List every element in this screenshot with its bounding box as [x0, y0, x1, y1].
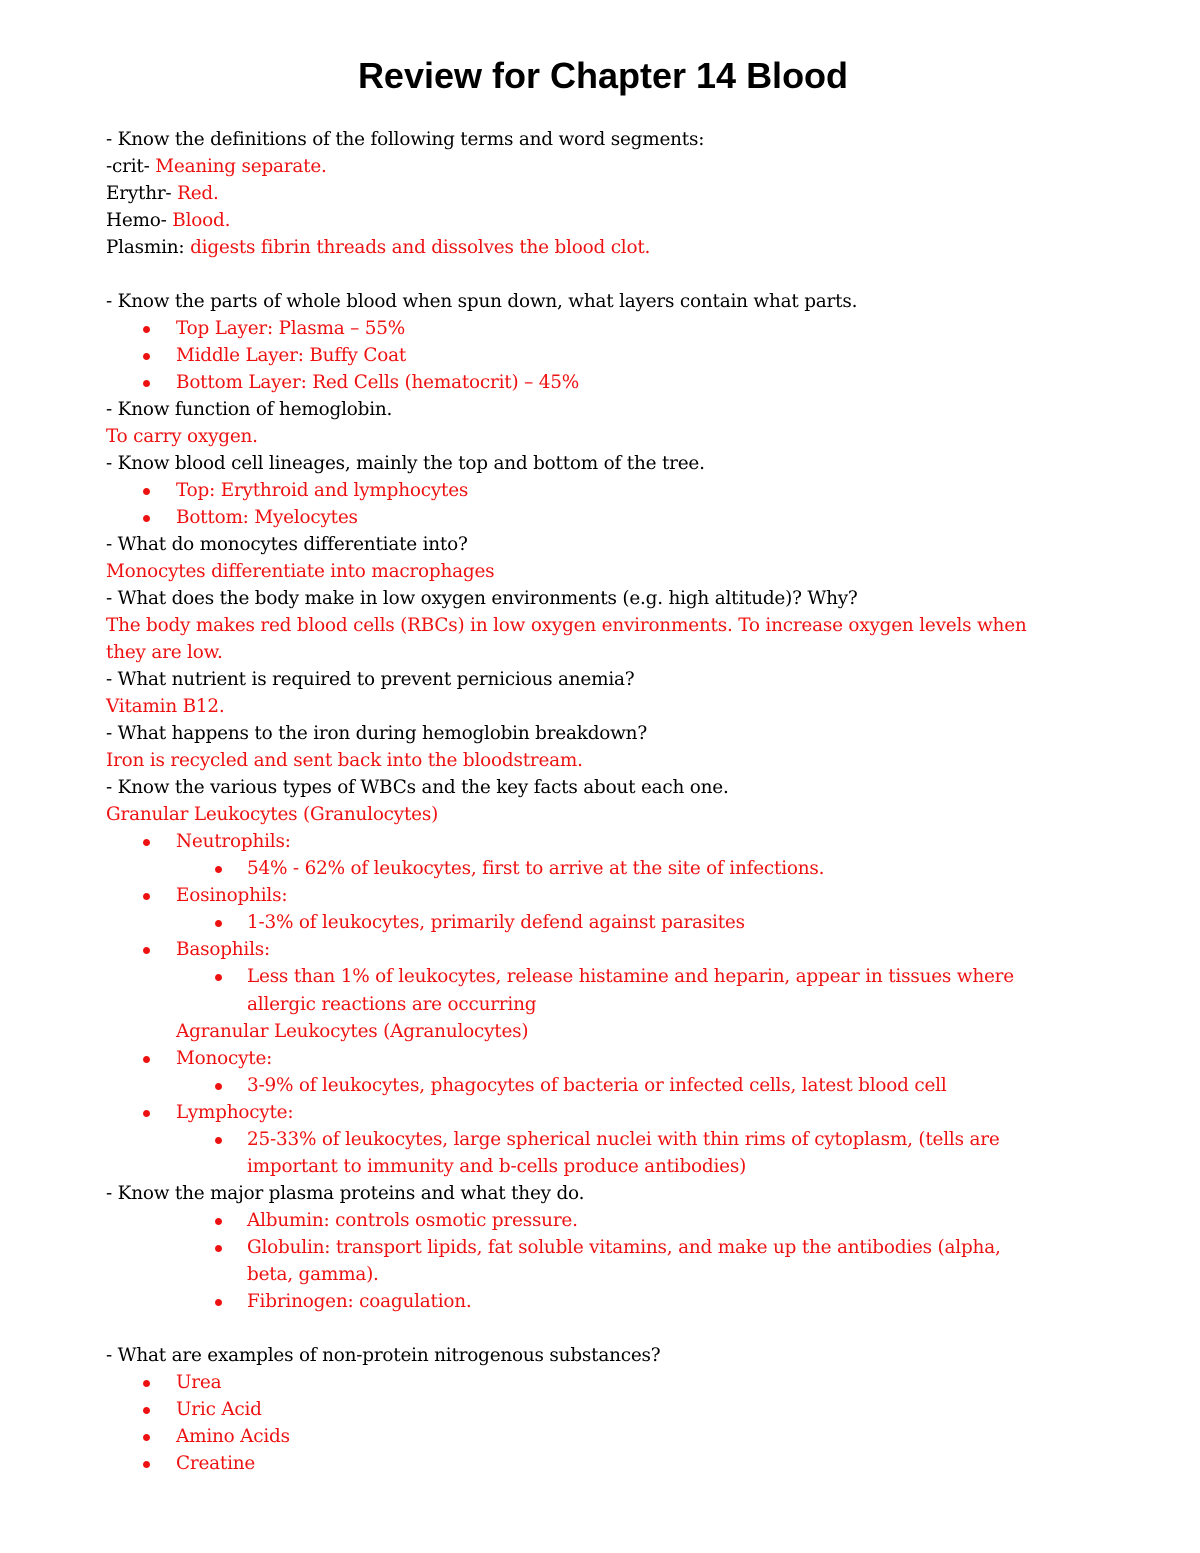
list-item: Urea [106, 1369, 1146, 1396]
sub-list-item: 25-33% of leukocytes, large spherical nuclei with thin rims of cytoplasm, (tells are [106, 1126, 1146, 1153]
question-anemia: - What nutrient is required to prevent pernicious anemia? [106, 669, 635, 691]
question-monocytes: - What do monocytes differentiate into? [106, 534, 468, 556]
term-label: Hemo- [106, 210, 173, 232]
term-definition: Red. [177, 183, 219, 205]
question-lineages: - Know blood cell lineages, mainly the top and bottom of the tree. [106, 453, 705, 475]
document-body [106, 126, 1146, 1477]
term-erythr [106, 180, 1146, 207]
granular-heading: Granular Leukocytes (Granulocytes) [106, 804, 439, 826]
bullet-icon [143, 1407, 150, 1414]
list-item: Top Layer: Plasma – 55% [106, 315, 1146, 342]
bullet-icon [143, 380, 150, 387]
list-item: Neutrophils: [106, 828, 1146, 855]
bullet-icon [215, 866, 222, 873]
question-iron: - What happens to the iron during hemoglobin breakdown? [106, 723, 647, 745]
bullet-icon [143, 1434, 150, 1441]
term-label: Plasmin: [106, 237, 191, 259]
term-plasmin [106, 234, 1146, 261]
term-hemo [106, 207, 1146, 234]
term-definition: digests fibrin threads and dissolves the blood clot. [190, 237, 651, 259]
bullet-icon [143, 488, 150, 495]
bullet-icon [215, 920, 222, 927]
bullet-icon [143, 515, 150, 522]
answer-hemoglobin: To carry oxygen. [106, 426, 258, 448]
term-crit [106, 153, 1146, 180]
bullet-icon [143, 893, 150, 900]
blank-line [106, 1315, 1146, 1342]
term-label: Erythr- [106, 183, 178, 205]
term-label: -crit- [106, 156, 156, 178]
bullet-icon [215, 1083, 222, 1090]
list-item: Bottom: Myelocytes [106, 504, 1146, 531]
question-plasma-proteins: - Know the major plasma proteins and what they do. [106, 1182, 585, 1204]
bullet-icon [143, 947, 150, 954]
bullet-icon [143, 1110, 150, 1117]
question-hemoglobin: - Know function of hemoglobin. [106, 399, 393, 421]
sub-list-item: Albumin: controls osmotic pressure. [106, 1207, 1146, 1234]
bullet-icon [215, 1245, 222, 1252]
sub-list-item: Less than 1% of leukocytes, release histamine and heparin, appear in tissues where [106, 963, 1146, 990]
list-item: Creatine [106, 1450, 1146, 1477]
sub-list-item-cont: important to immunity and b-cells produce antibodies) [247, 1155, 747, 1177]
term-definition: Blood. [172, 210, 231, 232]
list-item: Eosinophils: [106, 882, 1146, 909]
answer-iron: Iron is recycled and sent back into the bloodstream. [106, 750, 583, 772]
bullet-icon [143, 1461, 150, 1468]
list-item: Basophils: [106, 936, 1146, 963]
bullet-icon [143, 326, 150, 333]
bullet-icon [215, 1137, 222, 1144]
answer-monocytes: Monocytes differentiate into macrophages [106, 561, 495, 583]
sub-list-item: 54% - 62% of leukocytes, first to arrive at the site of infections. [106, 855, 1146, 882]
sub-list-item: Globulin: transport lipids, fat soluble vitamins, and make up the antibodies (alpha, [106, 1234, 1146, 1261]
list-item: Amino Acids [106, 1423, 1146, 1450]
bullet-icon [143, 1380, 150, 1387]
sub-list-item-cont: beta, gamma). [247, 1263, 379, 1285]
question-wbc: - Know the various types of WBCs and the key facts about each one. [106, 777, 729, 799]
question-blood-parts: - Know the parts of whole blood when spun down, what layers contain what parts. [106, 291, 858, 313]
bullet-icon [215, 1299, 222, 1306]
question-definitions: - Know the definitions of the following terms and word segments: [106, 129, 705, 150]
list-item: Uric Acid [106, 1396, 1146, 1423]
sub-list-item: Fibrinogen: coagulation. [106, 1288, 1146, 1315]
bullet-icon [143, 353, 150, 360]
list-item: Top: Erythroid and lymphocytes [106, 477, 1146, 504]
question-nitrogenous: - What are examples of non-protein nitrogenous substances? [106, 1344, 661, 1366]
answer-anemia: Vitamin B12. [106, 696, 225, 718]
bullet-icon [143, 1056, 150, 1063]
answer-low-oxygen-cont: they are low. [106, 642, 223, 664]
sub-list-item: 3-9% of leukocytes, phagocytes of bacteria or infected cells, latest blood cell [106, 1072, 1146, 1099]
list-item: Bottom Layer: Red Cells (hematocrit) – 45% [106, 369, 1146, 396]
list-item: Monocyte: [106, 1045, 1146, 1072]
list-item: Middle Layer: Buffy Coat [106, 342, 1146, 369]
answer-low-oxygen: The body makes red blood cells (RBCs) in low oxygen environments. To increase oxygen levels when [106, 615, 1027, 637]
agranular-heading: Agranular Leukocytes (Agranulocytes) [176, 1020, 529, 1042]
sub-list-item: 1-3% of leukocytes, primarily defend against parasites [106, 909, 1146, 936]
bullet-icon [143, 839, 150, 846]
question-low-oxygen: - What does the body make in low oxygen environments (e.g. high altitude)? Why? [106, 588, 858, 610]
blank-line [106, 261, 1146, 288]
bullet-icon [215, 1218, 222, 1225]
term-definition: Meaning separate. [155, 156, 327, 178]
bullet-icon [215, 974, 222, 981]
sub-list-item-cont: allergic reactions are occurring [247, 993, 537, 1015]
page-title: Review for Chapter 14 Blood [357, 55, 849, 96]
list-item: Lymphocyte: [106, 1099, 1146, 1126]
